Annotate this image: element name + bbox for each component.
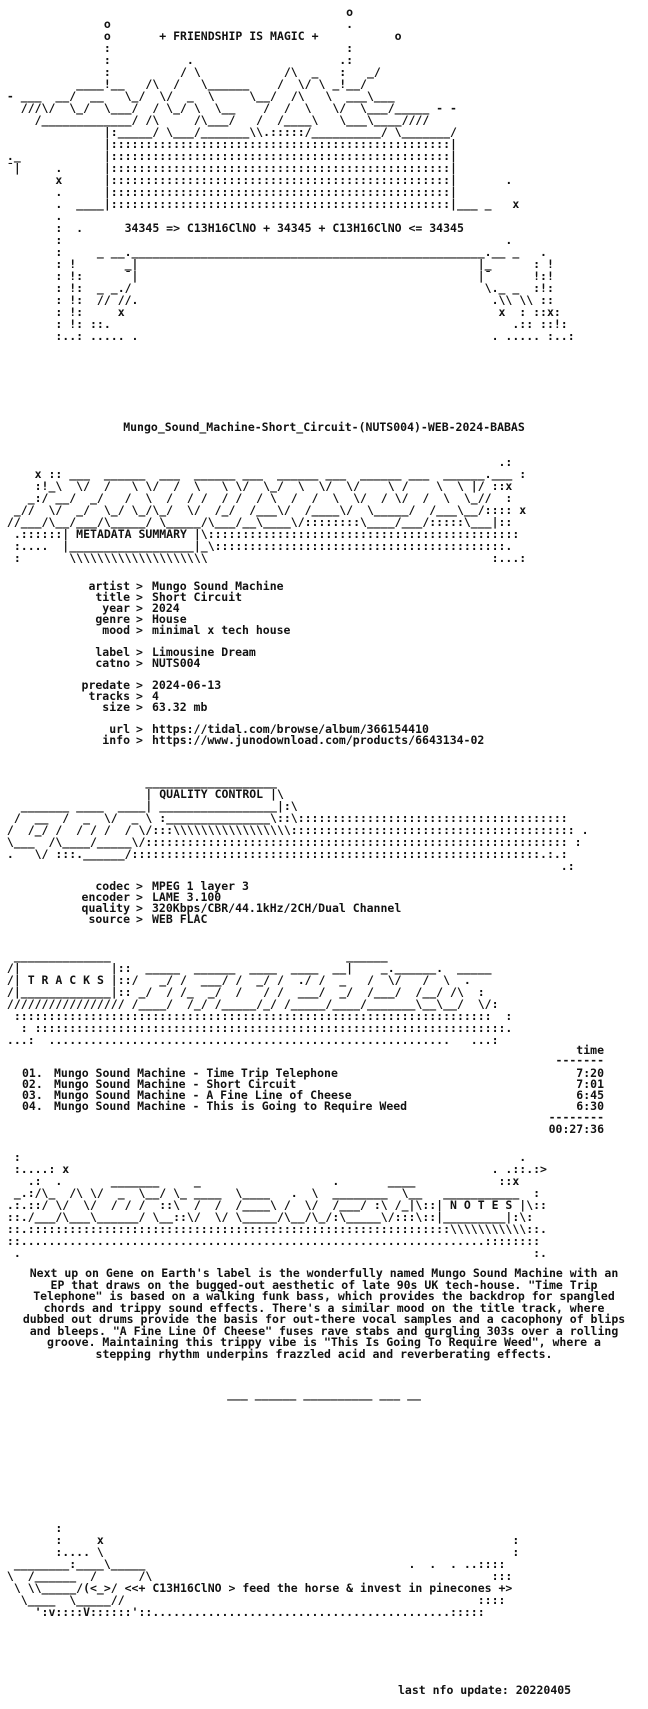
last-update: last nfo update: 20220405 [398,1683,572,1697]
quality-value: WEB FLAC [152,912,208,926]
metadata-key: genre [95,612,130,626]
total-rule: -------- [548,1110,604,1124]
metadata-banner-art: .: x :: ___ ______ ___ ______ ___ ______ ___ ______ ___ ______.___ : :!_\ \/ / \ \/ / \ \ \/ \_/ \ \/ \/ \ / \ \ |/ ::x _:/ __/ _/ / \ / / / / / / \ / / \ \/ / \/ / \ \_// : _// \/ _/ \_/ \_/\_/ \/ /_/ /___\/ /____\/ \_____/ /___\__/:::: x //___/\__/___/\_____/ \_____/\___/__\____\/::::::::\____/___/:::::\___|:: .::::::| METADATA SUMMARY |\::::::::::::::::::::::::::::::::::::::::::::: :.... |__________________|_\::::::::::::::::::::::::::::::::::::::::::. : \\\\\\\\\\\\\\\\\\\\ :...: [6,456,527,564]
release-name: Mungo_Sound_Machine-Short_Circuit-(NUTS004)-WEB-2024-BABAS [123,420,525,434]
quality-key: encoder [81,890,130,904]
track-time: 6:30 [576,1099,604,1113]
track-title: Mungo Sound Machine - This is Going to Require Weed [54,1099,408,1113]
arrow-glyph: > [136,879,143,893]
arrow-glyph: > [136,890,143,904]
metadata-row [0,657,648,669]
track-title: Mungo Sound Machine - Short Circuit [54,1077,297,1091]
metadata-value: 63.32 mb [152,700,208,714]
tracks-banner-art: ______________ ______ /| |:: _____ ______ ____ ____ __| _.______. _____ /| T R A C K S |::/ _/ / ___/ / _/ / ./ / _ / \/ / \ . /|_____________|:: _/ / /_ _/ / / / ___/ _/ /___/ /__/ /\ : ///////////////// /____/ /_/ /_____/_/ /_____/____/_______\__\__/ \/: ::::::::::::::::::::::::::::::::::::::::::::::::::::::::::::::::::::: : : ::::::::::::::::::::::::::::::::::::::::::::::::::::::::::::::::::::. ...: .......................................................... ...: [6,950,513,1046]
track-number: 04. [22,1099,43,1113]
arrow-glyph: > [136,733,143,747]
quality-value: LAME 3.100 [152,890,222,904]
quality-row [0,913,648,925]
metadata-key: year [102,601,130,615]
metadata-row [0,734,648,746]
arrow-glyph: > [136,590,143,604]
metadata-value: 4 [152,689,159,703]
footer-ascii-art: : : x : :.... \ : ________:____\_____ . . . ..:::: \ /______ / /\ ::: \ \\_____/(<_>/ <<+ C13H16ClNO > feed the horse & invest in pinecones +> \____ \_____// :::: ':v::::V::::::'::...........................................::::: [6,1522,520,1618]
notes-text: Next up on Gene on Earth's label is the wonderfully named Mungo Sound Machine with an EP that draws on the bugged-out aesthetic of late 90s UK tech-house. "Time Trip Telephone" is based on a walking funk bass, which provides the backdrop for spangled chords and trippy sound effects. There's a similar mood on the title track, where dubbed out drums provide the basis for out-there vocal samples and a cacophony of blips and bleeps. "A Fine Line Of Cheese" fuses rave stabs and gurgling 303s over a rolling groove. Maintaining this trippy vibe is "This Is Going To Require Weed", where a stepping rhythm underpins frazzled acid and reverberating effects. [22,1266,626,1361]
arrow-glyph: > [136,901,143,915]
notes-banner-art: : . :....: x . .::.:> .: . _______ _ . ____ ::x _.:/\_ /\ \/ _ \__/ \_ ____ \____ . \ ________ \__ ___________ : .:.::/ \/ \/ / / / ::\ / / /____\ / \/ /___/ :\ /_|\::| N O T E S |\:: ::./___/\___\______/ \__::\/ \/ \_____/\__/\_/:\_____\/:::\::|_________|:\: ::.:::::::::::::::::::::::::::::::::::::::::::::::::::::::::::::\\\\\\\\\\\::. ::...................................................................:::::::: . :. [6,1151,547,1259]
metadata-title: METADATA SUMMARY [76,527,187,541]
arrow-glyph: > [136,722,143,736]
notes-divider: ___ ______ __________ ___ __ [227,1387,421,1401]
arrow-glyph: > [136,656,143,670]
arrow-glyph: > [136,579,143,593]
arrow-glyph: > [136,645,143,659]
arrow-glyph: > [136,678,143,692]
metadata-key: url [109,722,130,736]
total-row [0,1123,648,1135]
header-ascii-art: o o . o + FRIENDSHIP IS MAGIC + o : : : . .: : / \ /\ _ : _/ ____!__ /\ / \______ / \/ \ _!__/ - ___ __/ __ \_/ \/ _ \ \__/ /\ \ ___\___ ///\/ \_/ \___/ / \_/ \ \__ / / \ \/ \___/_____ - - /_____________/ /\ /\___/ / /____\ \___\____//// |:_____/ \___/_______\\.:::::/__________/ \_______/ |:::::::::::::::::::::::::::::::::::::::::::::::::| ._ |:::::::::::::::::::::::::::::::::::::::::::::::::| ¯| . |:::::::::::::::::::::::::::::::::::::::::::::::::| x |:::::::::::::::::::::::::::::::::::::::::::::::::| . . |:::::::::::::::::::::::::::::::::::::::::::::::::| . ____|:::::::::::::::::::::::::::::::::::::::::::::::::|___ _ x . : . 34345 => C13H16ClNO + 34345 + C13H16ClNO <= 34345 : . : _ __.___________________________________________________.__ _ . : ! _| |_ : ! : !: ¯| |¯ !:! : !: _ _./ \._ _ :!: : !: // //. .\\ \\ :: : !: x x : ::x: : !: ::. .:: ::!: :..: ..... . . ..... :..: [6,6,575,342]
tagline: + FRIENDSHIP IS MAGIC + [159,29,319,43]
track-title: Mungo Sound Machine - A Fine Line of Cheese [54,1088,352,1102]
metadata-link[interactable]: https://tidal.com/browse/album/366154410 [152,722,429,736]
metadata-value: 2024 [152,601,180,615]
track-time: 7:01 [576,1077,604,1091]
notes-title: N O T E S [450,1198,513,1212]
arrow-glyph: > [136,912,143,926]
metadata-value: NUTS004 [152,656,201,670]
metadata-value: Limousine Dream [152,645,256,659]
metadata-key: tracks [88,689,130,703]
quality-value: 320Kbps/CBR/44.1kHz/2CH/Dual Channel [152,901,402,915]
metadata-key: info [102,733,130,747]
arrow-glyph: > [136,623,143,637]
track-time: 6:45 [576,1088,604,1102]
track-number: 01. [22,1066,43,1080]
track-title: Mungo Sound Machine - Time Trip Telephone [54,1066,338,1080]
metadata-key: title [95,590,130,604]
formula: 34345 => C13H16ClNO + 34345 + C13H16ClNO <= 34345 [124,221,464,235]
metadata-key: artist [88,579,130,593]
arrow-glyph: > [136,689,143,703]
time-header: time [576,1043,604,1057]
metadata-key: size [102,700,130,714]
metadata-link[interactable]: https://www.junodownload.com/products/6643134-02 [152,733,485,747]
metadata-key: predate [81,678,130,692]
track-number: 02. [22,1077,43,1091]
last-update-row [0,1672,648,1697]
track-number: 03. [22,1088,43,1102]
metadata-key: label [95,645,130,659]
metadata-key: mood [102,623,130,637]
arrow-glyph: > [136,700,143,714]
track-time: 7:20 [576,1066,604,1080]
metadata-value: Mungo Sound Machine [152,579,284,593]
metadata-value: 2024-06-13 [152,678,222,692]
quality-key: quality [81,901,130,915]
tracks-title: T R A C K S [27,973,104,987]
metadata-value: minimal x tech house [152,623,291,637]
total-time: 00:27:36 [548,1122,604,1136]
quality-banner-art: ___________________ | QUALITY CONTROL |\ _______ ____ ____| _________________|:\ / __ / _ \/ _ \ :_______________\::\::::::::::::::::::::::::::::::::::::::: / /_/ / / / / / \/:::\\\\\\\\\\\\\\\\\::::::::::::::::::::::::::::::::::::::::: . \___ /\____/_____\/::::::::::::::::::::::::::::::::::::::::::::::::::::::::::::: : . \/ :::.______/:::::::::::::::::::::::::::::::::::::::::::::::::::::::::::.:.: .: [6,776,589,872]
arrow-glyph: > [136,601,143,615]
quality-key: codec [95,879,130,893]
time-rule-row [0,1054,648,1066]
metadata-key: catno [95,656,130,670]
quality-title: QUALITY CONTROL [159,787,264,801]
quality-key: source [88,912,130,926]
metadata-row [0,701,648,713]
metadata-value: Short Circuit [152,590,243,604]
metadata-value: House [152,612,187,626]
quality-value: MPEG 1 layer 3 [152,879,249,893]
time-rule: ------- [555,1053,604,1067]
arrow-glyph: > [136,612,143,626]
footer-slogan: <<+ C13H16ClNO > feed the horse & invest in pinecones +> [124,1581,513,1595]
metadata-row [0,624,648,636]
